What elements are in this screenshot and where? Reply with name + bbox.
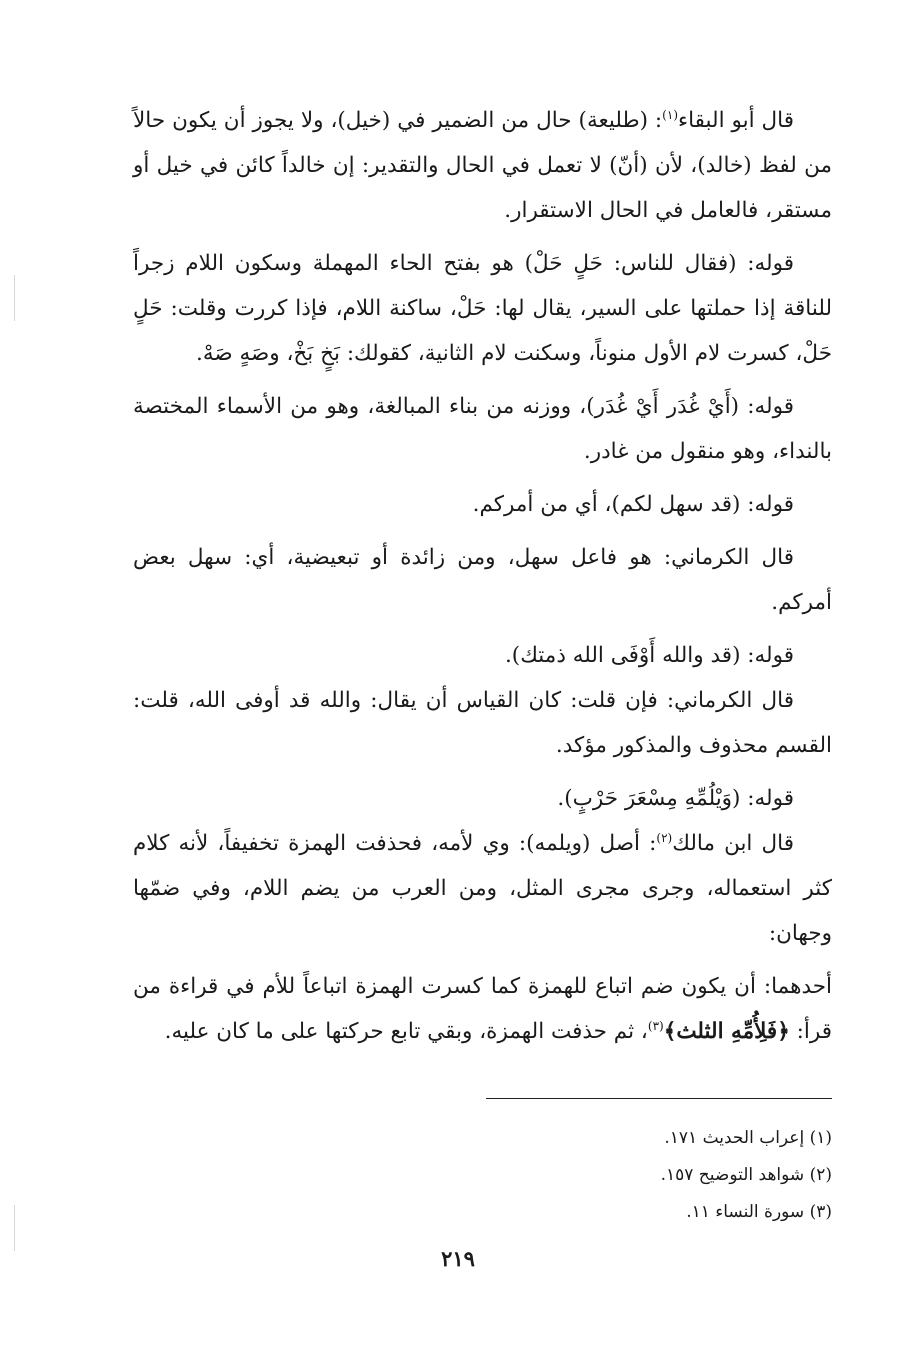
scan-margin-mark [14,1205,15,1251]
paragraph-ay-ghudar: قوله: (أَيْ غُدَر أَيْ غُدَر)، ووزنه من بناء المبالغة، وهو من الأسماء المختصة بالنداء، وهو منقول من غادر. [133,394,832,464]
paragraph-kirmani-2: قال الكرماني: فإن قلت: كان القياس أن يقال: والله قد أوفى الله، قلت: القسم محذوف والمذكور مؤكد. [133,688,832,758]
paragraph-ibn-malik: قال ابن مالك$^{(٢)}$: أصل (ويلمه): وي لأمه، فحذفت الهمزة تخفيفاً، لأنه كلام كثر استعماله، وجرى مجرى المثل، ومن العرب من يضم اللام، وفي ضمّها وجهان: [133,830,832,946]
footnote-1: (١) إعراب الحديث ١٧١. [664,1128,832,1148]
paragraph-kirmani-1: قال الكرماني: هو فاعل سهل، ومن زائدة أو تبعيضية، أي: سهل بعض أمركم. [133,545,832,615]
paragraph-ahaduhuma: أحدهما: أن يكون ضم اتباع للهمزة كما كسرت الهمزة اتباعاً للأم في قراءة من قرأ: ﴿فَلِأُمِّهِ الثلث﴾$^{(٣)}$، ثم حذفت الهمزة، وبقي تابع حركتها على ما كان عليه. [133,974,832,1044]
paragraph-qad-wallah: قوله: (قد والله أَوْفَى الله ذمتك). [504,643,794,668]
paragraph-hal-hal: قوله: (فقال للناس: حَلٍ حَلْ) هو بفتح الحاء المهملة وسكون اللام زجراً للناقة إذا حملتها على السير، يقال لها: حَلْ، ساكنة اللام، فإذا كررت وقلت: حَلٍ حَلْ، كسرت لام الأول منوناً، وسكنت لام الثانية، كقولك: بَخٍ بَخْ، وصَهٍ صَهْ. [133,251,832,366]
footnote-ref-3[interactable]: (٣) [647,1018,664,1033]
main-text [133,98,832,1062]
scan-margin-mark [14,275,15,321]
footnote-3: (٣) سورة النساء ١١. [686,1202,832,1222]
footnotes [133,1120,832,1231]
footnote-2: (٢) شواهد التوضيح ١٥٧. [660,1165,832,1185]
paragraph-qad-sahula: قوله: (قد سهل لكم)، أي من أمركم. [472,492,794,517]
footnote-separator [486,1098,832,1099]
page-number: ٢١٩ [441,1246,475,1271]
paragraph-abu-al-baqa: قال أبو البقاء$^{(١)}$: (طليعة) حال من الضمير في (خيل)، ولا يجوز أن يكون حالاً من لفظ (خالد)، لأن (أنّ) لا تعمل في الحال والتقدير: إن خالداً كائن في خيل أو مستقر، فالعامل في الحال الاستقرار. [133,107,832,223]
quran-quote: ﴿فَلِأُمِّهِ الثلث﴾ [663,1019,790,1044]
footnote-ref-2[interactable]: (٢) [656,830,673,845]
paragraph-waylummihi: قوله: (وَيْلُمِّهِ مِسْعَرَ حَرْبٍ). [557,786,794,811]
footnote-ref-1[interactable]: (١) [662,107,678,122]
